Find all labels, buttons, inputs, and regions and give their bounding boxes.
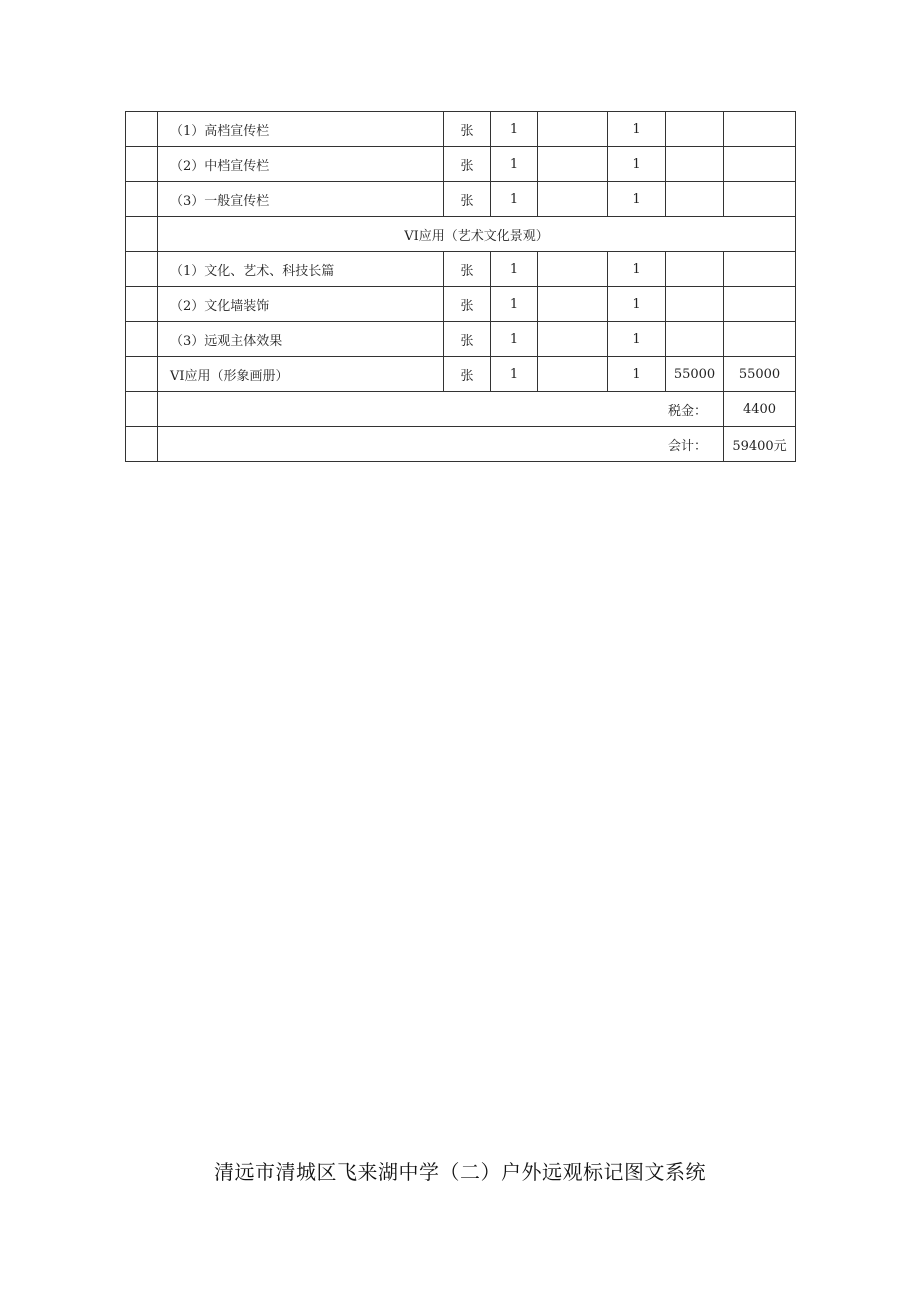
index-cell (126, 357, 158, 392)
index-cell (126, 392, 158, 427)
index-cell (126, 217, 158, 252)
tax-label: 税金： (158, 392, 724, 427)
unit-cell: 张 (444, 357, 491, 392)
unit-cell: 张 (444, 322, 491, 357)
table-row (126, 322, 796, 357)
price-cell: 55000 (666, 357, 724, 392)
quotation-table (125, 111, 796, 462)
index-cell (126, 112, 158, 147)
blank-cell (538, 147, 608, 182)
count-cell: 1 (608, 357, 666, 392)
price-cell (666, 112, 724, 147)
table-row (126, 112, 796, 147)
blank-cell (538, 287, 608, 322)
sum-label: 会计： (158, 427, 724, 462)
blank-cell (538, 182, 608, 217)
index-cell (126, 322, 158, 357)
index-cell (126, 287, 158, 322)
total-cell (724, 322, 796, 357)
item-name-cell: （2）中档宣传栏 (158, 147, 444, 182)
quantity-cell: 1 (491, 112, 538, 147)
unit-cell: 张 (444, 182, 491, 217)
unit-cell: 张 (444, 287, 491, 322)
count-cell: 1 (608, 147, 666, 182)
count-cell: 1 (608, 112, 666, 147)
total-cell (724, 252, 796, 287)
price-cell (666, 287, 724, 322)
unit-cell: 张 (444, 252, 491, 287)
sum-row (126, 427, 796, 462)
price-cell (666, 252, 724, 287)
item-name-cell: （3）一般宣传栏 (158, 182, 444, 217)
item-name-cell: VI应用（形象画册） (158, 357, 444, 392)
unit-cell: 张 (444, 112, 491, 147)
index-cell (126, 427, 158, 462)
price-cell (666, 147, 724, 182)
tax-value: 4400 (724, 392, 796, 427)
item-name-cell: （1）高档宣传栏 (158, 112, 444, 147)
sum-value: 59400元 (724, 427, 796, 462)
item-name-cell: （2）文化墙装饰 (158, 287, 444, 322)
count-cell: 1 (608, 252, 666, 287)
table-row (126, 182, 796, 217)
quantity-cell: 1 (491, 322, 538, 357)
price-cell (666, 182, 724, 217)
table-row (126, 287, 796, 322)
table-row (126, 252, 796, 287)
price-cell (666, 322, 724, 357)
total-cell (724, 287, 796, 322)
quantity-cell: 1 (491, 287, 538, 322)
quantity-cell: 1 (491, 252, 538, 287)
item-name-cell: （1）文化、艺术、科技长篇 (158, 252, 444, 287)
quantity-cell: 1 (491, 357, 538, 392)
blank-cell (538, 357, 608, 392)
count-cell: 1 (608, 322, 666, 357)
quantity-cell: 1 (491, 182, 538, 217)
total-cell (724, 112, 796, 147)
index-cell (126, 182, 158, 217)
tax-row (126, 392, 796, 427)
index-cell (126, 252, 158, 287)
table-row (126, 357, 796, 392)
blank-cell (538, 322, 608, 357)
section-heading: VI应用（艺术文化景观） (158, 217, 796, 252)
item-name-cell: （3）远观主体效果 (158, 322, 444, 357)
total-cell: 55000 (724, 357, 796, 392)
blank-cell (538, 112, 608, 147)
unit-cell: 张 (444, 147, 491, 182)
section-row (126, 217, 796, 252)
count-cell: 1 (608, 287, 666, 322)
total-cell (724, 182, 796, 217)
blank-cell (538, 252, 608, 287)
table-row (126, 147, 796, 182)
quantity-cell: 1 (491, 147, 538, 182)
index-cell (126, 147, 158, 182)
count-cell: 1 (608, 182, 666, 217)
document-title: 清远市清城区飞来湖中学（二）户外远观标记图文系统 (214, 1160, 706, 1184)
total-cell (724, 147, 796, 182)
